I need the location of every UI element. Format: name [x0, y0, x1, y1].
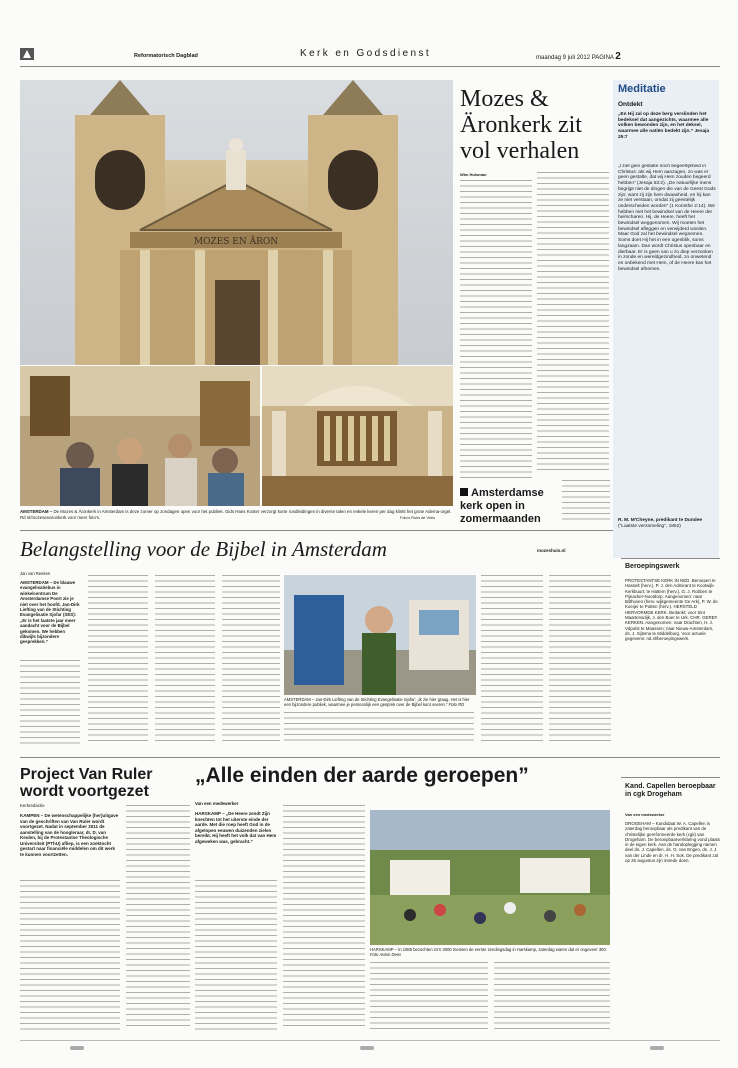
ruler-lead: KAMPEN – De wetenschappelijke (her)uitgave van de geschriften van Van Ruler wordt voortgezet. Nadat in september 2011 de aanstelling van de hoogleraar, dr. D. van Keulen, bij de Protestantse Theologische Universiteit (PThU) afliep, is een zoektocht gestart naar financiële middelen om dit werk te kunnen voortzetten. — [20, 813, 119, 857]
crowd-illustration — [370, 810, 610, 945]
lower-rule — [20, 757, 720, 758]
beroepingswerk-text: PROTESTANTSE KERK IN NED. Beroepen te Hasselt (herv.), P. J. den Admirant te Kootwijk-Kerkbuurt; te Hattem (herv.), G. J. Robben te Pijnacker-Nootdorp. Aangenomen: naar Bilthoven (herv. wijkgemeente Ge Ark), P. W. de Koeijer te Putten (herv.). HERSTELD HERVORMDE KERK. Bedankt: voor Sint Maartensdijk, J. den Boer te Urk. CHR. GEREF. KERKEN. Aangenomen: naar Drachten, H. J. Vdpolst te Maassen; naar Nieuw-Amsterdam, ds. J. Sijtsma te Middelburg. Voor actuele gegevens: nd.nl/beroepingswerk. — [625, 578, 718, 642]
section-title: Kerk en Godsdienst — [300, 48, 432, 59]
belangstelling-column-2 — [88, 575, 148, 745]
belangstelling-column-6 — [481, 575, 543, 745]
page-number: 2 — [615, 51, 621, 62]
teaser-square-icon — [460, 488, 468, 496]
church-facade-illustration — [20, 80, 453, 365]
photo-credit: Foto's Ruhs de Vries — [400, 516, 435, 520]
belangstelling-column-4 — [222, 575, 280, 745]
print-mark — [360, 1046, 374, 1050]
belangstelling-column-7 — [549, 575, 611, 745]
aarde-lead: HARSKAMP – „De Heere zendt Zijn knechten tot het uiterste einde der aarde. Met die roep heeft God in de afgelopen eeuwen duizenden zielen bereikt. Hij heeft het volk dat van Hem afgeweken was, gebracht.” — [195, 811, 277, 844]
paper-name: Reformatorisch Dagblad — [134, 53, 198, 59]
mozes-teaser: Amsterdamse kerk open in zomermaanden — [460, 487, 544, 525]
mozes-column-3 — [562, 480, 610, 520]
pediment-inscription: MOZES EN ÄRON — [193, 237, 279, 247]
aarde-column-1 — [195, 880, 277, 1030]
beroepingswerk-rule — [621, 558, 720, 559]
aarde-byline: Van een medewerker — [195, 801, 239, 806]
aarde-column-3 — [370, 962, 488, 1030]
beroepingswerk-title: Beroepingswerk — [625, 563, 680, 570]
interior-illustration — [262, 366, 453, 506]
mozes-byline: Wim Hulsman — [460, 172, 487, 177]
mozes-column-2 — [537, 172, 609, 474]
kand-headline: Kand. Capellen beroepbaar in cgk Drogeham — [625, 783, 716, 798]
church-facade-photo — [20, 80, 453, 365]
page-date: maandag 9 juli 2012 PAGINA 2 — [536, 51, 621, 62]
kand-byline: Van een medewerker — [625, 812, 665, 817]
meditatie-quote: „En Hij zal op deze berg verslinden het bedeksel dat aangezichts, waarmee alle volken bewonden zijn, en het deksel, waarmee alle natiën bedekt zijn.” Jesaja 25:7 — [618, 112, 710, 140]
belangstelling-lead: AMSTERDAM – De blauwe evangelisatiebus in winkelcentrum De Amsterdamse Poort zie je niet over het hoofd. Jan-Dirk Liefting van de Stichting Evangelisatie Sjofar (SES): „Er is het laatste jaar meer aandacht voor de Bijbel gekomen. We hebben dikwijls bijzondere gesprekken.” — [20, 580, 80, 645]
church-interior-organ-photo — [262, 366, 453, 506]
belangstelling-headline: Belangstelling voor de Bijbel in Amsterdam — [20, 537, 387, 561]
section-rule — [20, 530, 613, 531]
zendingsdag-caption: HARSKAMP – In 1985 bezochten zo'n 3000 mensen de eerste zendingsdag in Harskamp, zaterdag waren dat er ongeveer 300. Foto Anton Dees — [370, 947, 607, 957]
ruler-column-2 — [126, 805, 190, 1030]
belangstelling-column-1 — [20, 660, 80, 745]
evangelisation-bus-photo — [284, 575, 476, 695]
mozes-headline: Mozes & Äronkerk zit vol verhalen — [460, 86, 582, 164]
meditatie-title: Meditatie — [618, 83, 666, 95]
aarde-column-2 — [283, 805, 365, 1030]
kand-rule — [621, 777, 720, 778]
belangstelling-column-3 — [155, 575, 215, 745]
tour-group-illustration — [20, 366, 260, 506]
meditatie-subtitle: Ontdekt — [618, 101, 643, 108]
bus-illustration — [284, 575, 476, 695]
ruler-column-1 — [20, 880, 120, 1030]
meditatie-text: „I ziet gein gestalte noch begeerlijkheid in Christus: als wij Hem aanzagen, zo was er geen gestalte, dat wij Hem zouden begeerd hebben” (Jesaja 53:2). „De natuurlijke mens begrijpt niet de dingen die van de Geest Gods zijn; want zij zijn hem dwaasheid, en hij kan ze niet verstaan, omdat zij geestelijk onderscheiden worden” (1 Korinthe 2:14). We hebben niet het bewindsel van de Heere der heirscharen. Hij, de Heere, heeft het bewindsel weggenomen. Wij moeten het bewindsel afleggen en verwijderd worden. Maar God zal het bewindsel wegnemen. Soms doet Hij het in een ogenblik, soms langzaam. Dan wordt Christus openbaar en dierbaar. Er is geen van u zo diep verzonken in zonde en wereldgezindheid, zo onwetend en onbekend met Hem, of de Heere kan het bewindsel afnemen. — [618, 164, 716, 272]
kand-text: DROGEHAM – Kandidaat W. A. Capellen is zaterdag beroepbaar als predikant van de christelijke gereformeerde kerk (cgk) van Drogeham. De beroepbaarverklaring vond plaats in de eigen kerk. Aan de handoplegging namen deel ds. J. Capellen, ds. G. van Engen, ds. J. J. van der Linde en dr. H. H. Sok. De predikant zal op 26 augustus zijn intrede doen. — [625, 821, 720, 864]
ruler-tag: Kerkredactie — [20, 803, 45, 808]
belangstelling-byline: Jan van Reeken — [20, 571, 51, 576]
aarde-headline: „Alle einden der aarde geroepen” — [195, 764, 529, 787]
footer-rule — [20, 1040, 720, 1041]
mozes-web-link[interactable]: mozeshuis.nl — [537, 548, 566, 553]
photo-caption: AMSTERDAM – De Mozes & Äronkerk in Amsterdam is deze zomer op zondagen open voor het publiek. Gids Hans Koster verzorgt korte rondleidingen in diverse talen en enkele keren per dag klinkt het grote Adema-orgel. Rd nl/mozesenaronkerk voor meer foto's. — [20, 509, 452, 520]
ruler-headline: Project Van Ruler wordt voortgezet — [20, 766, 153, 800]
aarde-column-4 — [494, 962, 610, 1030]
print-mark — [70, 1046, 84, 1050]
zendingsdag-photo — [370, 810, 610, 945]
header-rule — [20, 66, 720, 67]
print-mark — [650, 1046, 664, 1050]
guided-tour-photo — [20, 366, 260, 506]
section-logo-icon — [20, 48, 34, 60]
belangstelling-column-5 — [284, 712, 474, 745]
mozes-column-1 — [460, 180, 532, 480]
meditatie-signature: R. M. M'Cheyne, predikant te Dundee ("Laatste verzameling", 1862) — [618, 518, 703, 529]
bus-photo-caption: AMSTERDAM – Jan-Dirk Liefting van de Stichting Evangelisatie Sjofar: „Ik zie hier graag. Het is hier een bijzondere publiek, waarmee je persoonlijk een gesprek over de Bijbel kunt voeren.” Foto RD — [284, 697, 470, 707]
